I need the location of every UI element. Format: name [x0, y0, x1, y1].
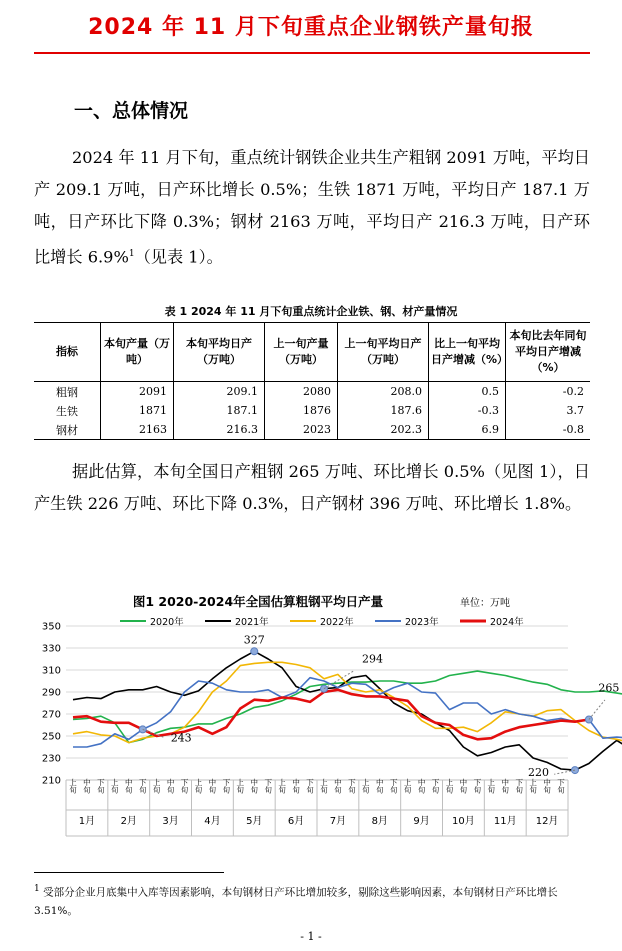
col-header: 上一旬平均日产（万吨） — [338, 323, 429, 382]
table-cell: 1871 — [101, 401, 174, 420]
table-cell: 216.3 — [174, 420, 265, 440]
annotation-marker — [571, 767, 578, 774]
table-row — [34, 401, 590, 420]
y-tick-label: 330 — [41, 643, 61, 655]
table-cell: 2023 — [265, 420, 338, 440]
x-tick-label: 中旬 — [249, 778, 259, 794]
x-tick-label: 中旬 — [291, 778, 301, 794]
month-label: 1月 — [78, 816, 96, 827]
annotation-label: 220 — [527, 766, 549, 780]
x-tick-label: 下旬 — [431, 778, 441, 794]
col-header: 本旬比去年同旬平均日产增减（%） — [506, 323, 591, 382]
table-cell: 2163 — [101, 420, 174, 440]
x-tick-label: 下旬 — [514, 778, 524, 794]
col-header: 本旬产量（万吨） — [101, 323, 174, 382]
y-tick-label: 310 — [41, 665, 61, 677]
month-label: 3月 — [162, 816, 179, 827]
table-caption: 表 1 2024 年 11 月下旬重点统计企业铁、钢、材产量情况 — [164, 305, 458, 318]
annotation-label: 265 — [598, 681, 620, 695]
x-tick-label: 上旬 — [528, 778, 538, 794]
legend-label: 2023年 — [405, 617, 439, 628]
month-label: 6月 — [287, 816, 305, 827]
x-tick-label: 下旬 — [180, 778, 190, 794]
table-cell: 187.6 — [338, 401, 429, 420]
series-line-2023年 — [73, 678, 622, 766]
x-tick-label: 上旬 — [361, 778, 371, 794]
y-tick-label: 350 — [41, 621, 61, 633]
annotation-marker — [251, 648, 258, 655]
table-cell: 钢材 — [34, 420, 101, 440]
table-header-row — [34, 323, 590, 382]
month-label: 11月 — [493, 816, 517, 827]
x-tick-label: 下旬 — [472, 778, 482, 794]
doc-title: 2024 年 11 月下旬重点企业钢铁产量旬报 — [88, 15, 534, 40]
table-row — [34, 420, 590, 440]
legend-label: 2021年 — [235, 617, 269, 628]
x-tick-label: 中旬 — [458, 778, 468, 794]
title-rule — [34, 52, 590, 54]
footnote — [34, 880, 594, 920]
series-line-2021年 — [73, 651, 622, 770]
x-tick-label: 中旬 — [207, 778, 217, 794]
x-tick-label: 中旬 — [333, 778, 343, 794]
paragraph-overview-tail: （见表 1）。 — [134, 247, 223, 267]
x-tick-label: 中旬 — [375, 778, 385, 794]
x-tick-label: 中旬 — [500, 778, 510, 794]
table-cell: 6.9 — [429, 420, 506, 440]
col-header: 上一旬产量（万吨） — [265, 323, 338, 382]
table-cell: 202.3 — [338, 420, 429, 440]
table-cell: -0.3 — [429, 401, 506, 420]
page-number: - 1 - — [300, 930, 322, 943]
x-tick-label: 上旬 — [193, 778, 203, 794]
x-tick-label: 中旬 — [124, 778, 134, 794]
table-cell: 209.1 — [174, 382, 265, 402]
table-cell: -0.8 — [506, 420, 591, 440]
legend-label: 2024年 — [490, 617, 524, 628]
y-tick-label: 210 — [41, 775, 61, 787]
month-label: 8月 — [371, 816, 388, 827]
chart-unit: 单位：万吨 — [460, 598, 510, 609]
month-label: 10月 — [452, 816, 475, 827]
annotation-label: 243 — [170, 731, 192, 745]
table-cell: 187.1 — [174, 401, 265, 420]
table-cell: 2080 — [265, 382, 338, 402]
chart-title: 图1 2020-2024年全国估算粗钢平均日产量 — [132, 594, 384, 609]
x-tick-label: 下旬 — [263, 778, 273, 794]
x-tick-label: 下旬 — [556, 778, 566, 794]
paragraph-overview-text: 2024 年 11 月下旬，重点统计钢铁企业共生产粗钢 2091 万吨，平均日产 209.1 万吨，日产环比增长 0.5%；生铁 1871 万吨，平均日产 187.1 万吨，日产环比下降 0.3%；钢材 2163 万吨，平均日产 216.3 万吨，日产环比增长 6.9% — [34, 148, 590, 267]
x-tick-label: 上旬 — [152, 778, 162, 794]
paragraph-overview — [34, 142, 590, 273]
x-tick-label: 下旬 — [138, 778, 148, 794]
x-tick-label: 上旬 — [319, 778, 329, 794]
x-tick-label: 上旬 — [110, 778, 120, 794]
footnote-ref: 1 — [128, 249, 135, 259]
x-tick-label: 中旬 — [542, 778, 552, 794]
paragraph-estimate: 据此估算，本旬全国日产粗钢 265 万吨、环比增长 0.5%（见图 1），日产生铁 226 万吨、环比下降 0.3%，日产钢材 396 万吨、环比增长 1.8%。 — [34, 462, 590, 513]
footnote-rule — [34, 872, 224, 873]
table-cell: 粗钢 — [56, 385, 78, 399]
x-tick-label: 上旬 — [403, 778, 413, 794]
table-cell: 生铁 — [56, 404, 78, 418]
table-row — [34, 382, 590, 402]
x-tick-label: 下旬 — [347, 778, 357, 794]
col-header: 比上一旬平均日产增减（%） — [429, 323, 506, 382]
month-label: 7月 — [329, 816, 347, 827]
production-table — [34, 322, 590, 440]
footnote-text: 受部分企业月底集中入库等因素影响，本旬钢材日产环比增加较多，剔除这些影响因素，本旬钢材日产环比增长 3.51%。 — [34, 886, 558, 917]
x-tick-label: 下旬 — [221, 778, 231, 794]
section-heading: 一、总体情况 — [74, 100, 189, 122]
x-tick-label: 下旬 — [96, 778, 106, 794]
x-tick-label: 下旬 — [305, 778, 315, 794]
month-label: 9月 — [413, 816, 430, 827]
x-tick-label: 下旬 — [389, 778, 399, 794]
x-tick-label: 中旬 — [82, 778, 92, 794]
annotation-marker — [320, 685, 327, 692]
x-tick-label: 上旬 — [68, 778, 78, 794]
legend-label: 2022年 — [320, 617, 354, 628]
footnote-mark: 1 — [34, 884, 40, 894]
x-tick-label: 中旬 — [166, 778, 176, 794]
table-cell: 208.0 — [338, 382, 429, 402]
y-tick-label: 250 — [41, 731, 61, 743]
x-tick-label: 上旬 — [444, 778, 454, 794]
x-tick-label: 中旬 — [417, 778, 427, 794]
table-cell: 2091 — [101, 382, 174, 402]
x-tick-label: 上旬 — [235, 778, 245, 794]
steel-output-chart — [20, 588, 620, 844]
annotation-label: 327 — [243, 633, 265, 647]
month-label: 5月 — [246, 816, 263, 827]
col-header: 指标 — [34, 323, 101, 382]
y-tick-label: 230 — [41, 753, 61, 765]
x-tick-label: 上旬 — [277, 778, 287, 794]
annotation-label: 294 — [361, 652, 383, 666]
legend-label: 2020年 — [150, 617, 184, 628]
table-cell: -0.2 — [506, 382, 591, 402]
series-line-2020年 — [73, 671, 622, 743]
x-tick-label: 上旬 — [486, 778, 496, 794]
table-cell: 1876 — [265, 401, 338, 420]
month-label: 2月 — [120, 816, 137, 827]
y-tick-label: 270 — [41, 709, 61, 721]
y-tick-label: 290 — [41, 687, 61, 699]
month-label: 4月 — [204, 816, 221, 827]
month-label: 12月 — [535, 816, 559, 827]
table-cell: 3.7 — [506, 401, 591, 420]
col-header: 本旬平均日产（万吨） — [174, 323, 265, 382]
table-cell: 0.5 — [429, 382, 506, 402]
